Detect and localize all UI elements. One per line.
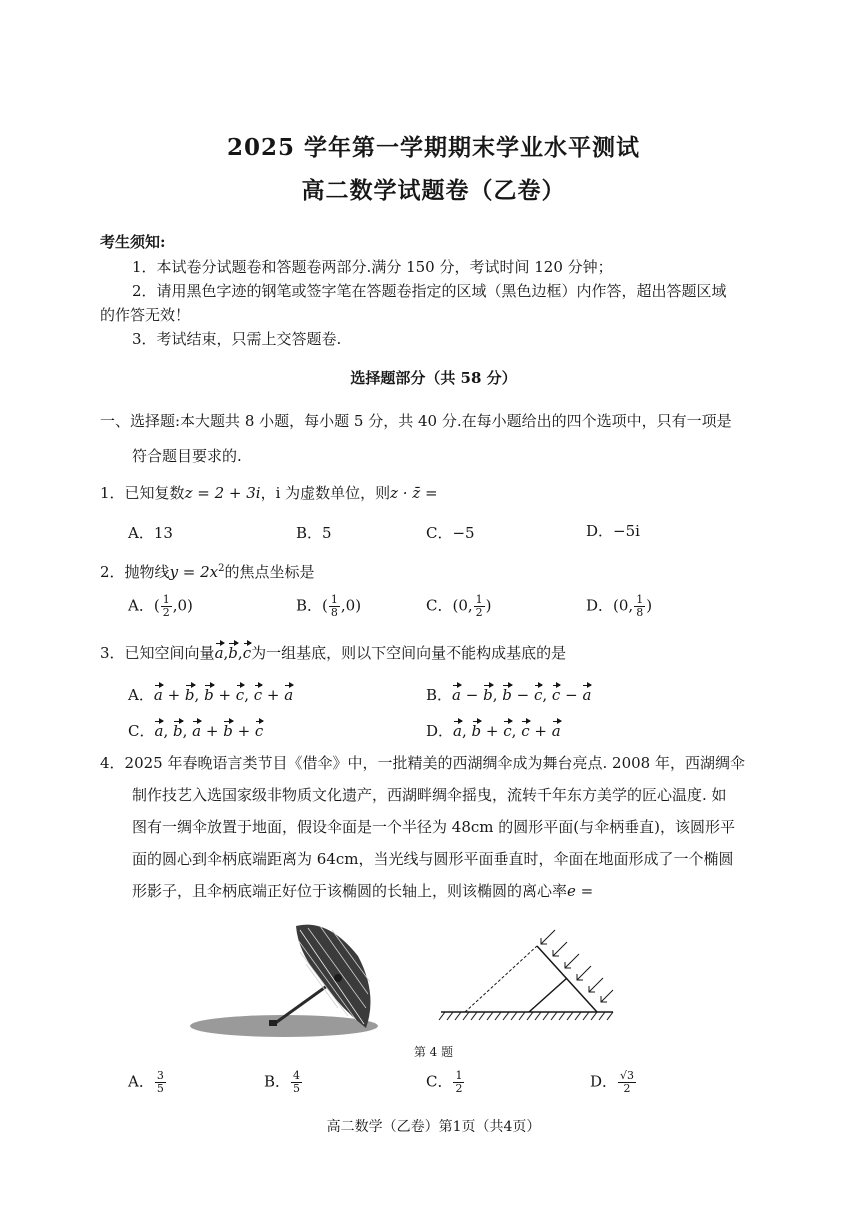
- figure-caption: 第 4 题: [413, 1045, 454, 1059]
- notice-item-2-cont: 的作答无效！: [100, 306, 191, 324]
- notice-heading: 考生须知:: [100, 233, 166, 251]
- question-4-line-2: 制作技艺入选国家级非物质文化遗产，西湖畔绸伞摇曳，流转千年东方美学的匠心温度. 如: [132, 786, 727, 804]
- q1-option-a: A．13: [128, 524, 173, 542]
- shadow-dashed-line: [465, 946, 537, 1012]
- q2-option-d: D．(0, $\frac{1}{8}$ ): [586, 593, 653, 619]
- question-2: [100, 558, 315, 583]
- question-4-line-1: 4．2025 年春晚语言类节目《借伞》中，一批精美的西湖绸伞成为舞台亮点. 2008 年，西湖绸伞: [100, 754, 745, 772]
- question-4-line-5: 形影子，且伞柄底端正好位于该椭圆的长轴上，则该椭圆的离心率e =: [132, 882, 594, 900]
- q3-option-a: A．a + b, b + c, c + a: [128, 686, 294, 704]
- q1-ask: z · z̄ =: [390, 484, 438, 502]
- light-ray-diagram: [437, 924, 617, 1024]
- notice-item-1: 1．本试卷分试题卷和答题卷两部分.满分 150 分，考试时间 120 分钟；: [132, 258, 613, 276]
- eccentricity-symbol: e =: [567, 882, 594, 900]
- q4-option-c: C． $\frac{1}{2}$: [426, 1069, 463, 1095]
- section-title: 选择题部分（共 58 分）: [350, 369, 517, 387]
- notice-item-2: 2．请用黑色字迹的钢笔或签字笔在答题卷指定的区域（黑色边框）内作答，超出答题区域: [132, 282, 727, 300]
- q2-exponent: 2: [218, 563, 225, 574]
- q3-option-d: D．a, b + c, c + a: [426, 722, 561, 740]
- question-1: [100, 482, 438, 504]
- q3-option-c: C．a, b, a + b + c: [128, 722, 264, 740]
- umbrella-photo: [188, 916, 384, 1042]
- q2-post: 的焦点坐标是: [224, 563, 315, 581]
- q2-option-c: C．(0, $\frac{1}{2}$ ): [426, 593, 492, 619]
- q1-option-d: D．−5i: [586, 522, 640, 540]
- umbrella-canopy: [296, 925, 371, 1028]
- part1-instructions-cont: 符合题目要求的.: [132, 447, 242, 465]
- page-footer: 高二数学（乙卷）第1页（共4页）: [326, 1119, 541, 1135]
- q1-expr: z = 2 + 3i: [184, 484, 261, 502]
- question-3: 3．已知空间向量a,b,c为一组基底，则以下空间向量不能构成基底的是: [100, 644, 567, 662]
- handle-line: [529, 978, 567, 1012]
- q2-number: 2．: [100, 563, 125, 581]
- ground-hatching: [439, 1012, 613, 1020]
- q2-option-a: A．( $\frac{1}{2}$ ,0): [128, 593, 193, 619]
- notice-item-3: 3．考试结束，只需上交答题卷.: [132, 330, 342, 348]
- q1-number: 1．: [100, 484, 125, 502]
- q2-expr: y = 2x: [169, 563, 219, 581]
- q2-pre: 抛物线: [124, 563, 170, 581]
- question-4-line-3: 图有一绸伞放置于地面，假设伞面是一个半径为 48cm 的圆形平面(与伞柄垂直)，该圆形平: [132, 818, 735, 836]
- q1-pre: 已知复数: [124, 484, 185, 502]
- q1-mid: ，i 为虚数单位，则: [260, 484, 391, 502]
- q2-option-b: B．( $\frac{1}{8}$ ,0): [296, 593, 362, 619]
- q4-option-b: B． $\frac{4}{5}$: [264, 1069, 301, 1095]
- canopy-line: [537, 946, 597, 1012]
- exam-title: 2025 学年第一学期期末学业水平测试: [226, 134, 641, 161]
- q1-option-b: B．5: [296, 524, 332, 542]
- question-4-line-4: 面的圆心到伞柄底端距离为 64cm，当光线与圆形平面垂直时，伞面在地面形成了一个椭圆: [132, 850, 734, 868]
- q1-option-c: C．−5: [426, 524, 475, 542]
- q4-option-a: A． $\frac{3}{5}$: [128, 1069, 164, 1095]
- umbrella-handle-tip: [269, 1020, 277, 1026]
- q4-option-d: D． $\frac{√3}{2}$: [590, 1069, 635, 1095]
- q3-option-b: B．a − b, b − c, c − a: [426, 686, 592, 704]
- exam-subtitle: 高二数学试题卷（乙卷）: [301, 177, 566, 204]
- part1-instructions: 一、选择题:本大题共 8 小题，每小题 5 分，共 40 分.在每小题给出的四个选项中，只有一项是: [100, 412, 732, 430]
